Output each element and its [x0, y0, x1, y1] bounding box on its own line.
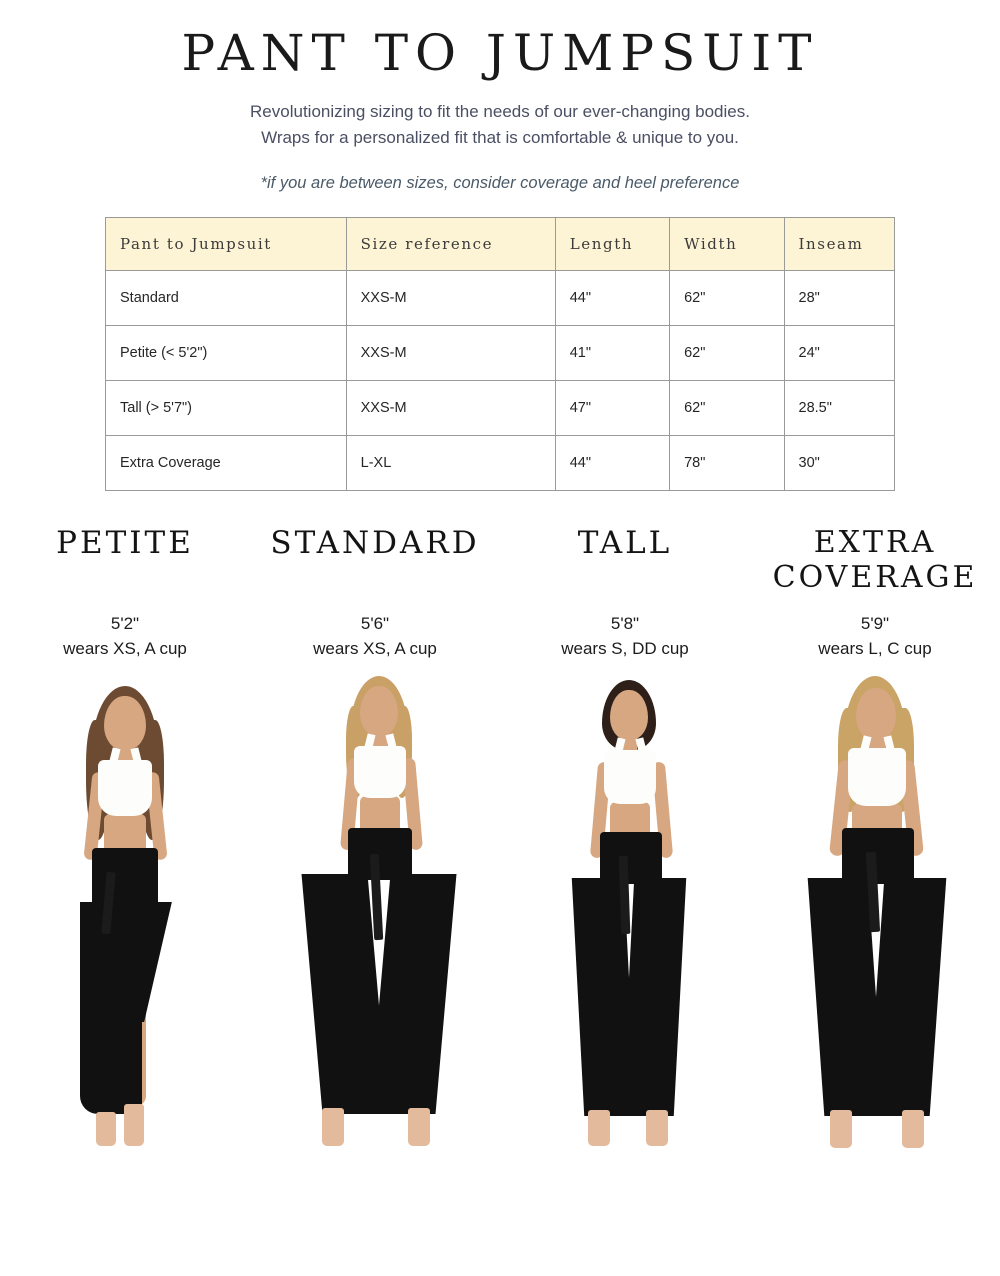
model-wears: wears L, C cup: [818, 639, 932, 659]
size-chart-table: [105, 217, 895, 491]
cell-length: 47": [555, 380, 669, 435]
subtitle-line-2: Wraps for a personalized fit that is comfortable & unique to you.: [261, 128, 739, 148]
model-wears: wears XS, A cup: [313, 639, 437, 659]
model-card-tall: [500, 521, 750, 1176]
table-row: [106, 435, 895, 490]
page-title: PANT TO JUMPSUIT: [181, 24, 819, 82]
model-card-standard: [250, 521, 500, 1176]
model-photo-petite: [0, 676, 250, 1176]
sizing-note: *if you are between sizes, consider coverage and heel preference: [260, 173, 740, 192]
column-header-product: Pant to Jumpsuit: [106, 217, 347, 270]
size-chart-container: [105, 217, 895, 491]
cell-inseam: 28.5": [784, 380, 895, 435]
cell-inseam: 24": [784, 325, 895, 380]
model-wears: wears XS, A cup: [63, 639, 187, 659]
model-title: PETITE: [56, 524, 194, 561]
table-row: [106, 325, 895, 380]
model-height: 5'9": [860, 613, 890, 633]
model-wears: wears S, DD cup: [561, 639, 689, 659]
cell-width: 78": [670, 435, 784, 490]
cell-name: Tall (> 5'7"): [106, 380, 347, 435]
model-specs: [250, 611, 500, 662]
model-height: 5'6": [360, 613, 390, 633]
table-header-row: [106, 217, 895, 270]
cell-width: 62": [670, 380, 784, 435]
cell-size: XXS-M: [346, 380, 555, 435]
model-photo-extra-coverage: [750, 676, 1000, 1176]
model-photo-standard: [250, 676, 500, 1176]
page-subtitle: [0, 99, 1000, 152]
column-header-width: Width: [670, 217, 784, 270]
cell-width: 62": [670, 270, 784, 325]
cell-length: 44": [555, 270, 669, 325]
model-card-petite: [0, 521, 250, 1176]
cell-inseam: 28": [784, 270, 895, 325]
model-photo-tall: [500, 676, 750, 1176]
cell-name: Standard: [106, 270, 347, 325]
model-title: TALL: [577, 524, 673, 561]
table-row: [106, 270, 895, 325]
cell-inseam: 30": [784, 435, 895, 490]
cell-width: 62": [670, 325, 784, 380]
model-card-extra-coverage: [750, 521, 1000, 1176]
model-height: 5'8": [610, 613, 640, 633]
model-title: STANDARD: [270, 524, 480, 561]
model-specs: [750, 611, 1000, 662]
column-header-size-reference: Size reference: [346, 217, 555, 270]
subtitle-line-1: Revolutionizing sizing to fit the needs of our ever-changing bodies.: [250, 102, 750, 121]
cell-size: L-XL: [346, 435, 555, 490]
model-gallery: [0, 521, 1000, 1176]
cell-name: Extra Coverage: [106, 435, 347, 490]
model-title: EXTRA COVERAGE: [772, 524, 978, 596]
model-specs: [0, 611, 250, 662]
cell-size: XXS-M: [346, 270, 555, 325]
model-specs: [500, 611, 750, 662]
cell-size: XXS-M: [346, 325, 555, 380]
model-height: 5'2": [110, 613, 140, 633]
cell-name: Petite (< 5'2"): [106, 325, 347, 380]
column-header-inseam: Inseam: [784, 217, 895, 270]
cell-length: 41": [555, 325, 669, 380]
column-header-length: Length: [555, 217, 669, 270]
cell-length: 44": [555, 435, 669, 490]
table-row: [106, 380, 895, 435]
